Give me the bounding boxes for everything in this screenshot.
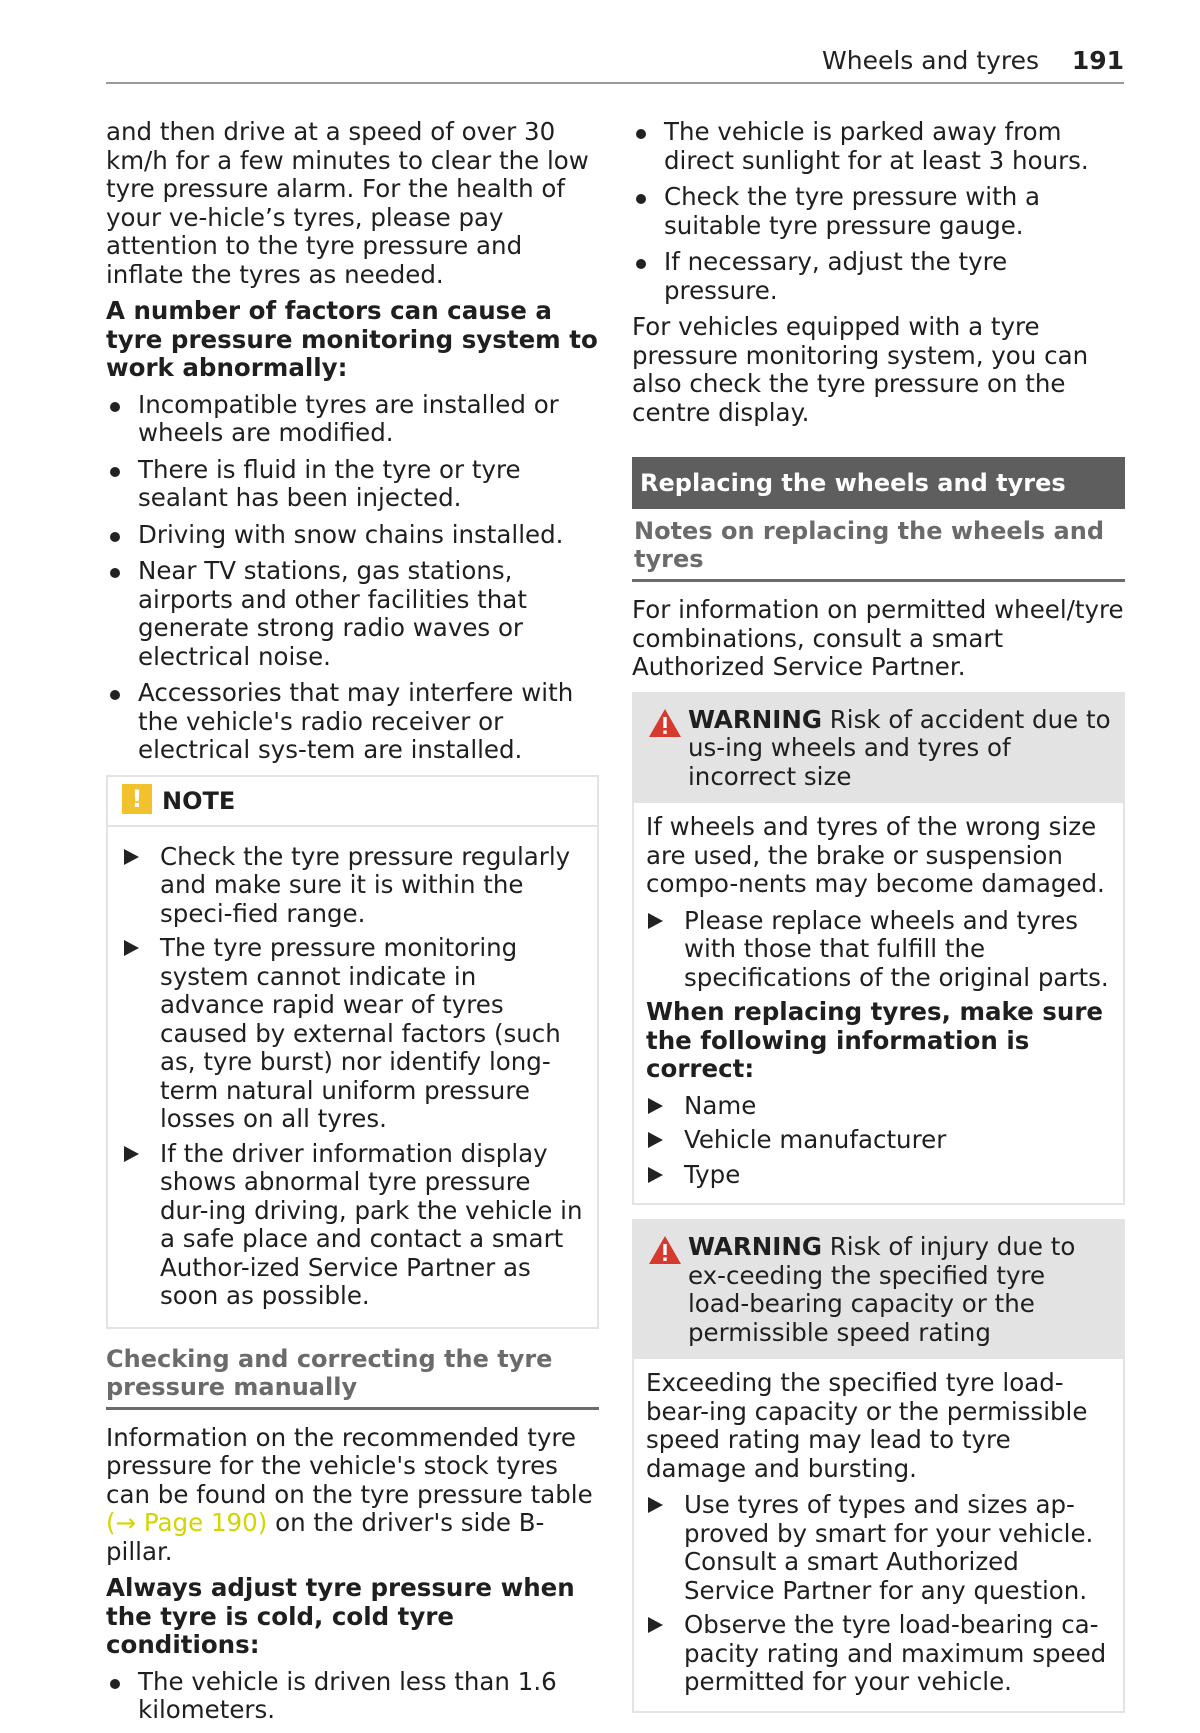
checking-paragraph: Information on the recommended tyre pressure for the vehicle's stock tyres can be found on the tyre pressure table (→ Page 190) on the driver's side B-pillar. [106,1422,593,1566]
bullet-icon [110,568,120,578]
cold-list-continued [632,118,1125,305]
warning-label: WARNING [688,1232,822,1261]
checking-heading: Checking and correcting the tyre pressure manually [106,1345,599,1410]
page-number: 191 [1071,46,1124,75]
warning-subheading: When replacing tyres, make sure the following information is correct: [646,997,1104,1083]
arrow-right-icon [124,849,139,865]
list-item: The tyre pressure monitoring system cannot indicate in advance rapid wear of tyres caused by external factors (such as, tyre burst) nor identify long-term natural uniform pressure losses on all tyres. [122,934,585,1134]
intro-paragraph: and then drive at a speed of over 30 km/h for a few minutes to clear the low tyre pressure alarm. For the health of your ve-hicle’s tyres, please pay attention to the tyre pressure and inflate the tyres as needed. [106,117,589,289]
arrow-right-icon [648,913,663,929]
section-title: Wheels and tyres [822,46,1039,75]
list-item: Incompatible tyres are installed or wheels are modified. [106,391,599,448]
warning-body [634,1359,1123,1711]
list-item: Type [646,1161,1111,1190]
warning-header [634,1221,1123,1359]
bullet-icon [110,1679,120,1689]
right-column [632,118,1125,1727]
page-reference-link[interactable]: (→ Page 190) [106,1508,268,1537]
tpms-paragraph: For vehicles equipped with a tyre pressure monitoring system, you can also check the tyre pressure on the centre display. [632,312,1089,427]
warning-box-load [632,1219,1125,1713]
list-item: The vehicle is driven less than 1.6 kilometers. [106,1668,599,1725]
arrow-right-icon [648,1132,663,1148]
warning-box-size [632,692,1125,1206]
warning-body [634,803,1123,1203]
list-item: The vehicle is parked away from direct sunlight for at least 3 hours. [632,118,1125,175]
list-item: Vehicle manufacturer [646,1126,1111,1155]
note-title: NOTE [162,786,236,815]
list-item: Please replace wheels and tyres with those that fulfill the specifications of the original parts. [646,907,1111,993]
list-item: Driving with snow chains installed. [106,521,599,550]
page-header [106,44,1124,84]
cold-heading: Always adjust tyre pressure when the tyre is cold, cold tyre conditions: [106,1573,575,1659]
warning-triangle-icon [648,1235,682,1265]
warning-title: Risk of accident due to us-ing wheels and tyres of incorrect size [688,704,1111,791]
note-body [108,827,597,1327]
list-item: Observe the tyre load-bearing ca-pacity rating and maximum speed permitted for your vehicle. [646,1611,1111,1697]
left-column [106,118,599,1733]
bullet-icon [110,690,120,700]
bullet-icon [110,402,120,412]
factors-list [106,391,599,765]
arrow-right-icon [648,1497,663,1513]
arrow-right-icon [648,1617,663,1633]
bullet-icon [110,467,120,477]
warning-header [634,694,1123,804]
note-box [106,775,599,1329]
warning-list [646,907,1111,993]
arrow-right-icon [648,1167,663,1183]
arrow-right-icon [124,1146,139,1162]
warning-list [646,1491,1111,1697]
warning-triangle-icon [648,708,682,738]
warning-text: Exceeding the specified tyre load-bear-ing capacity or the permissible speed rating may lead to tyre damage and bursting. [646,1368,1088,1483]
section-banner: Replacing the wheels and tyres [632,457,1125,509]
list-item: Check the tyre pressure with a suitable tyre pressure gauge. [632,183,1125,240]
arrow-right-icon [648,1098,663,1114]
bullet-icon [636,259,646,269]
info-list [646,1092,1111,1190]
note-header [108,777,597,827]
list-item: Check the tyre pressure regularly and make sure it is within the speci-fied range. [122,843,585,929]
list-item: If the driver information display shows abnormal tyre pressure dur-ing driving, park the vehicle in a safe place and contact a smart Author-ized Service Partner as soon as possible. [122,1140,585,1311]
list-item: If necessary, adjust the tyre pressure. [632,248,1125,305]
list-item: Accessories that may interfere with the vehicle's radio receiver or electrical sys-tem are installed. [106,679,599,765]
note-exclamation-icon: ! [122,784,152,814]
bullet-icon [636,194,646,204]
list-item: Name [646,1092,1111,1121]
bullet-icon [110,532,120,542]
note-list [122,843,585,1311]
warning-title: Risk of injury due to ex-ceeding the specified tyre load-bearing capacity or the permissible speed rating [688,1232,1076,1347]
warning-text: If wheels and tyres of the wrong size are used, the brake or suspension compo-nents may become damaged. [646,812,1105,898]
list-item: Near TV stations, gas stations, airports and other facilities that generate strong radio waves or electrical noise. [106,557,599,671]
factors-heading: A number of factors can cause a tyre pressure monitoring system to work abnormally: [106,296,598,382]
list-item: Use tyres of types and sizes ap-proved by smart for your vehicle. Consult a smart Authorized Service Partner for any question. [646,1491,1111,1605]
arrow-right-icon [124,940,139,956]
warning-label: WARNING [688,704,822,734]
permitted-paragraph: For information on permitted wheel/tyre combinations, consult a smart Authorized Service Partner. [632,595,1124,681]
bullet-icon [636,129,646,139]
cold-list [106,1668,599,1725]
list-item: There is fluid in the tyre or tyre sealant has been injected. [106,456,599,513]
notes-heading: Notes on replacing the wheels and tyres [632,509,1125,582]
